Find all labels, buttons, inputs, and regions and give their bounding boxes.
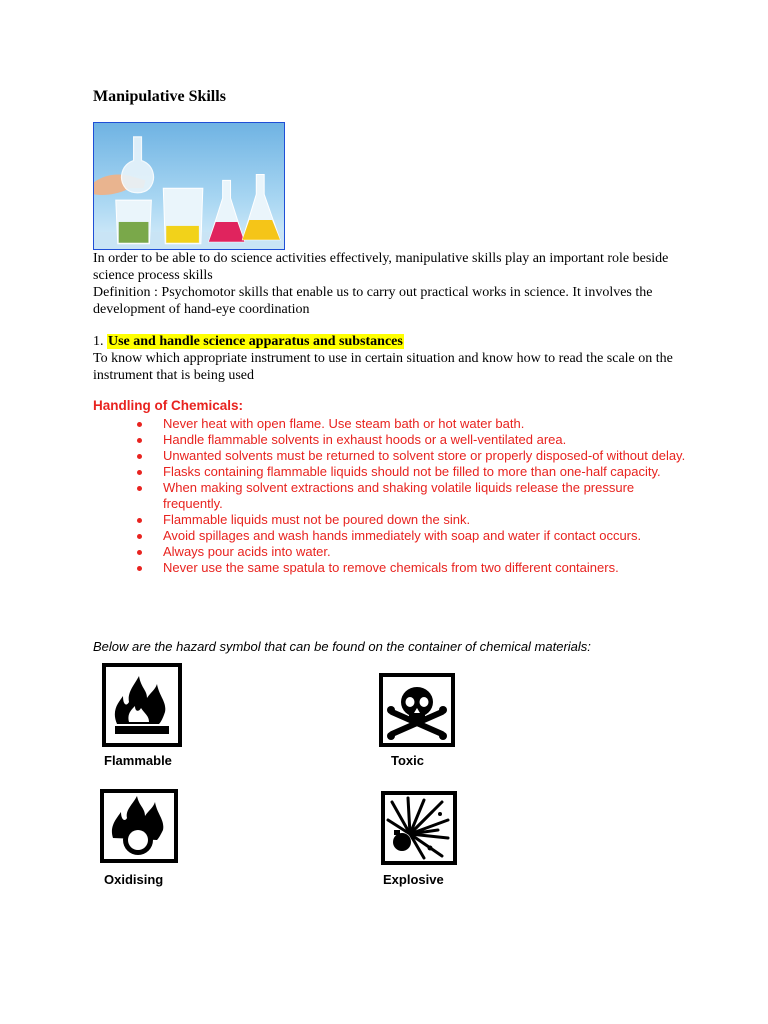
oxidising-label: Oxidising [104, 872, 164, 887]
section-number: 1. [93, 334, 107, 349]
list-item: Unwanted solvents must be returned to solvent store or properly disposed-of without delay. [133, 448, 693, 464]
flammable-label: Flammable [104, 753, 172, 768]
section-heading-text: Use and handle science apparatus and substances [108, 334, 403, 349]
intro-paragraph: In order to be able to do science activities effectively, manipulative skills play an important role beside science process skills [93, 251, 669, 283]
explosion-icon [380, 790, 458, 866]
section-description: To know which appropriate instrument to use in certain situation and know how to read the scale on the instrument that is being used [93, 351, 673, 383]
chemicals-heading: Handling of Chemicals: [93, 398, 244, 413]
toxic-symbol [378, 672, 456, 748]
oxidising-symbol [99, 788, 179, 864]
definition-paragraph: Definition : Psychomotor skills that enable us to carry out practical works in science. It involves the development of hand-eye coordination [93, 285, 653, 317]
toxic-label: Toxic [391, 753, 424, 768]
list-item: Avoid spillages and wash hands immediately with soap and water if contact occurs. [133, 528, 693, 544]
list-item: Always pour acids into water. [133, 544, 693, 560]
list-item: Never use the same spatula to remove chemicals from two different containers. [133, 560, 693, 576]
chemical-rules-list [133, 416, 693, 576]
flammable-icon [101, 662, 183, 748]
list-item: Never heat with open flame. Use steam bath or hot water bath. [133, 416, 693, 432]
explosive-symbol [380, 790, 458, 866]
lab-glassware-photo [93, 122, 285, 250]
list-item: When making solvent extractions and shaking volatile liquids release the pressure frequently. [133, 480, 693, 512]
page-title: Manipulative Skills [93, 88, 226, 105]
section-heading [93, 333, 404, 350]
lab-glassware-photo-icon [94, 123, 284, 250]
explosive-label: Explosive [383, 872, 444, 887]
hazard-intro: Below are the hazard symbol that can be found on the container of chemical materials: [93, 639, 591, 654]
flammable-symbol [101, 662, 183, 748]
list-item: Flasks containing flammable liquids should not be filled to more than one-half capacity. [133, 464, 693, 480]
flame-over-circle-icon [99, 788, 179, 864]
list-item: Handle flammable solvents in exhaust hoods or a well-ventilated area. [133, 432, 693, 448]
skull-crossbones-icon [378, 672, 456, 748]
list-item: Flammable liquids must not be poured down the sink. [133, 512, 693, 528]
